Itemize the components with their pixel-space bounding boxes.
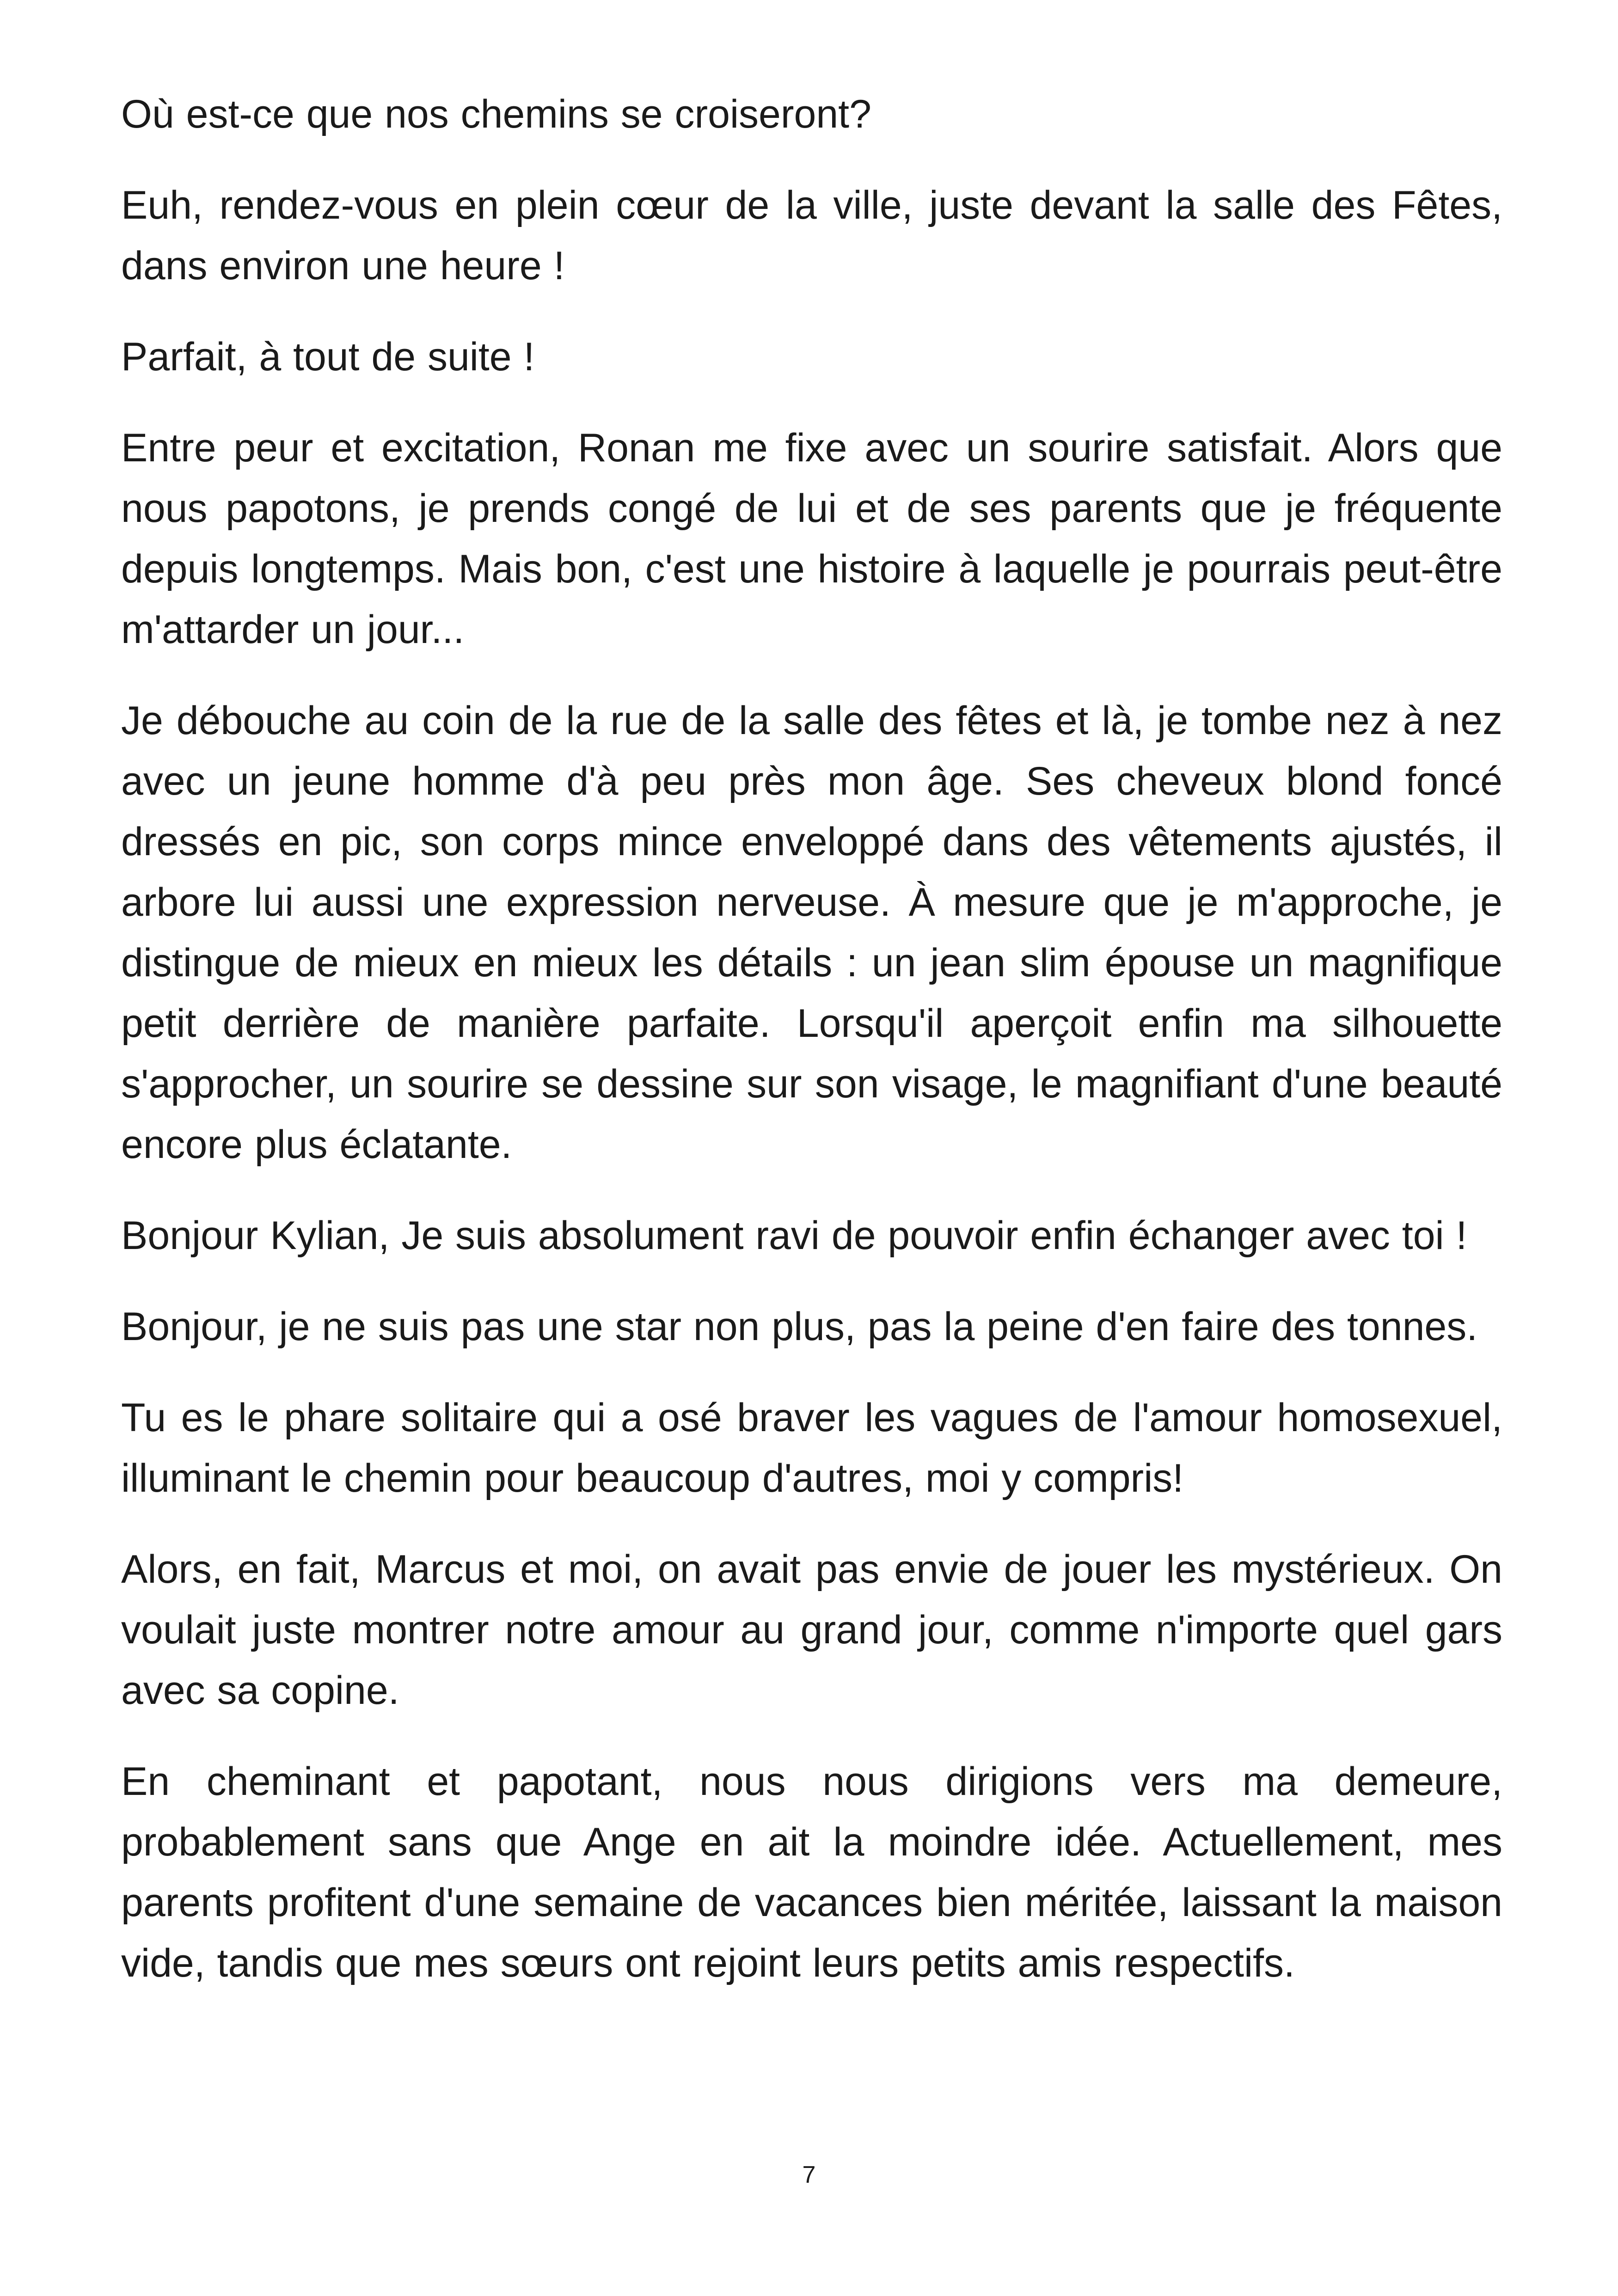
page-body <box>121 84 1502 2024</box>
paragraph-6: Bonjour Kylian, Je suis absolument ravi de pouvoir enfin échanger avec toi ! <box>121 1213 1467 1258</box>
paragraph-8: Tu es le phare solitaire qui a osé braver les vagues de l'amour homosexuel, illuminant le chemin pour beaucoup d'autres, moi y compris! <box>121 1396 1502 1500</box>
paragraph-5: Je débouche au coin de la rue de la salle des fêtes et là, je tombe nez à nez avec un jeune homme d'à peu près mon âge. Ses cheveux blond foncé dressés en pic, son corps mince enveloppé dans des vêtements ajustés, il arbore lui aussi une expression nerveuse. À mesure que je m'approche, je distingue de mieux en mieux les détails : un jean slim épouse un magnifique petit derrière de manière parfaite. Lorsqu'il aperçoit enfin ma silhouette s'approcher, un sourire se dessine sur son visage, le magnifiant d'une beauté encore plus éclatante. <box>121 698 1502 1167</box>
paragraph-1: Où est-ce que nos chemins se croiseront? <box>121 92 871 136</box>
paragraph-2: Euh, rendez-vous en plein cœur de la ville, juste devant la salle des Fêtes, dans environ une heure ! <box>121 183 1502 288</box>
paragraph-3: Parfait, à tout de suite ! <box>121 335 535 379</box>
paragraph-4: Entre peur et excitation, Ronan me fixe avec un sourire satisfait. Alors que nous papotons, je prends congé de lui et de ses parents que je fréquente depuis longtemps. Mais bon, c'est une histoire à laquelle je pourrais peut-être m'attarder un jour... <box>121 426 1502 652</box>
page-number: 7 <box>802 2161 816 2188</box>
paragraph-9: Alors, en fait, Marcus et moi, on avait pas envie de jouer les mystérieux. On voulait juste montrer notre amour au grand jour, comme n'importe quel gars avec sa copine. <box>121 1547 1502 1713</box>
paragraph-10: En cheminant et papotant, nous nous dirigions vers ma demeure, probablement sans que Ange en ait la moindre idée. Actuellement, mes parents profitent d'une semaine de vacances bien méritée, laissant la maison vide, tandis que mes sœurs ont rejoint leurs petits amis respectifs. <box>121 1759 1502 1985</box>
paragraph-7: Bonjour, je ne suis pas une star non plus, pas la peine d'en faire des tonnes. <box>121 1304 1478 1349</box>
